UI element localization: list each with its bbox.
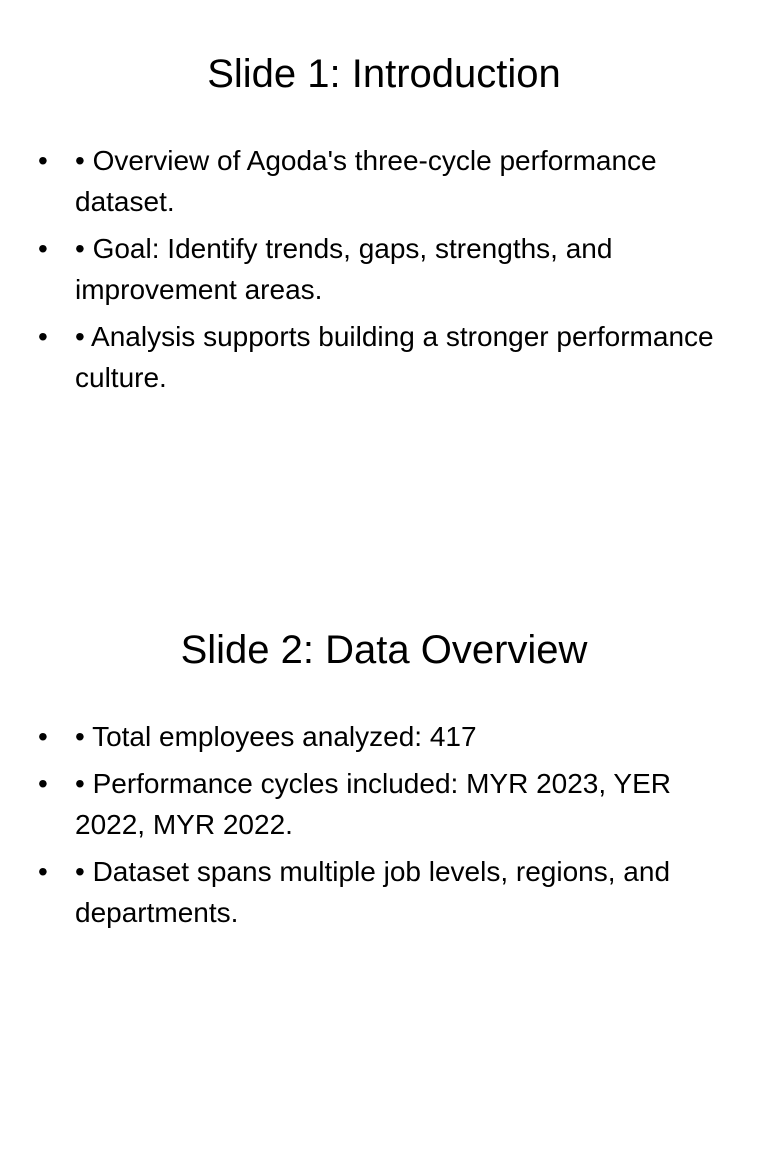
bullet-text: • Dataset spans multiple job levels, regions, and departments. — [75, 856, 671, 928]
slide-title: Slide 1: Introduction — [207, 52, 561, 96]
bullet-text: • Analysis supports building a stronger performance culture. — [75, 321, 714, 393]
bullet-marker: • — [38, 721, 48, 752]
bullet-item — [38, 851, 738, 933]
bullet-item — [38, 140, 738, 222]
bullet-text: • Overview of Agoda's three-cycle performance dataset. — [75, 145, 657, 217]
bullet-text: • Total employees analyzed: 417 — [75, 721, 477, 752]
slide-title: Slide 2: Data Overview — [180, 628, 588, 672]
bullet-marker: • — [38, 321, 48, 352]
bullet-item — [38, 763, 738, 845]
bullet-list — [38, 140, 738, 404]
bullet-item — [38, 228, 738, 310]
bullet-item — [38, 316, 738, 398]
bullet-marker: • — [38, 233, 48, 264]
bullet-list — [38, 716, 738, 939]
bullet-marker: • — [38, 768, 48, 799]
bullet-text: • Performance cycles included: MYR 2023, YER 2022, MYR 2022. — [75, 768, 671, 840]
bullet-item — [38, 716, 738, 757]
bullet-text: • Goal: Identify trends, gaps, strengths, and improvement areas. — [75, 233, 613, 305]
slide-2 — [0, 576, 768, 1152]
bullet-marker: • — [38, 856, 48, 887]
bullet-marker: • — [38, 145, 48, 176]
